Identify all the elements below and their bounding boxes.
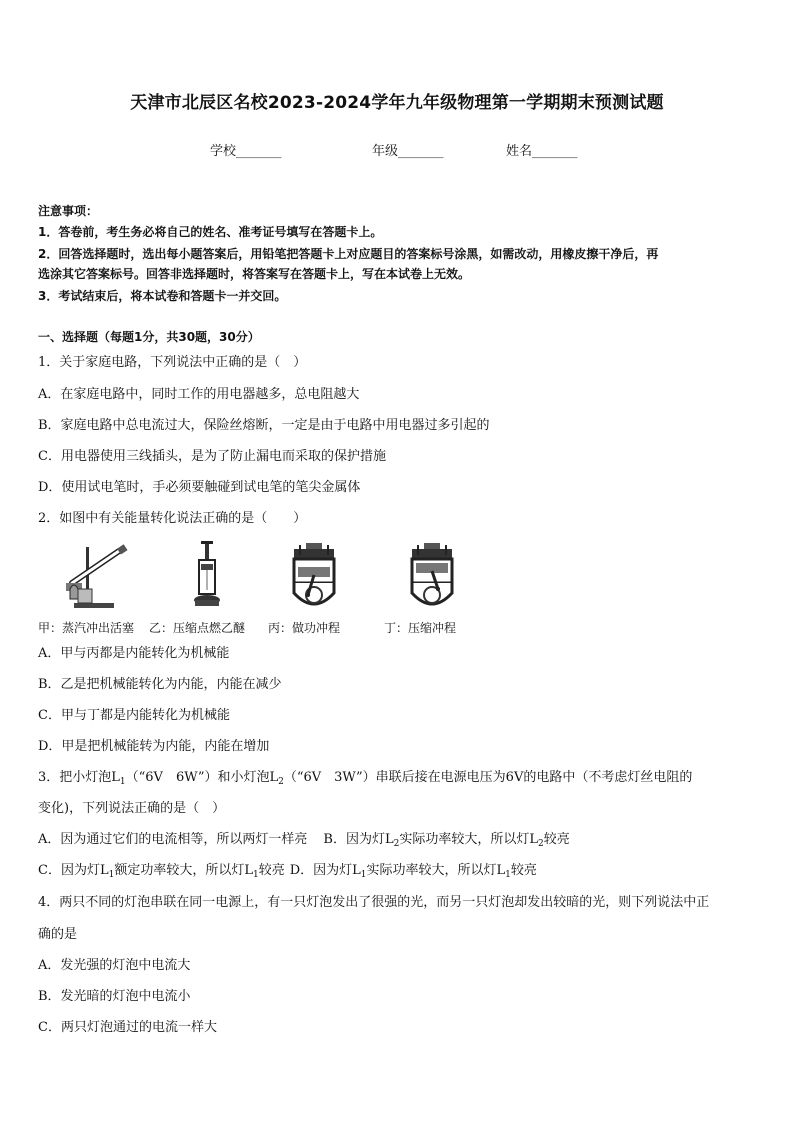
q2-option-d: D．甲是把机械能转为内能，内能在增加 xyxy=(38,739,270,754)
grade-field: 年级_______ xyxy=(372,144,444,159)
steam-cork-figure xyxy=(64,543,132,609)
exam-title: 天津市北辰区名校2023-2024学年九年级物理第一学期期末预测试题 xyxy=(130,93,664,113)
q1-option-d: D．使用试电笔时，手必须要触碰到试电笔的笔尖金属体 xyxy=(38,480,361,495)
figure-caption-ding: 丁：压缩冲程 xyxy=(384,621,457,635)
q1-option-a: A．在家庭电路中，同时工作的用电器越多，总电阻越大 xyxy=(38,387,360,402)
name-field: 姓名_______ xyxy=(506,144,578,159)
q3-option-b: B．因为灯$L_2$实际功率较大，所以灯$L_2$较亮 xyxy=(323,832,570,849)
notice-item-2-cont: 选涂其它答案标号。回答非选择题时，将答案写在答题卡上，写在本试卷上无效。 xyxy=(38,267,471,281)
q4-option-a: A．发光强的灯泡中电流大 xyxy=(38,958,191,973)
q4-stem: 4．两只不同的灯泡串联在同一电源上，有一只灯泡发出了很强的光，而另一只灯泡却发出较暗的光，则下列说法中正 xyxy=(38,895,710,910)
q4-stem-cont: 确的是 xyxy=(38,927,78,942)
q2-option-a: A．甲与丙都是内能转化为机械能 xyxy=(38,646,230,661)
notice-heading: 注意事项： xyxy=(38,204,99,218)
q3-options-ab xyxy=(38,832,758,849)
q1-option-c: C．用电器使用三线插头，是为了防止漏电而采取的保护措施 xyxy=(38,449,386,464)
figure-caption-bing: 丙：做功冲程 xyxy=(268,621,341,635)
q3-stem-cont: 变化)，下列说法正确的是（ ） xyxy=(38,801,226,816)
q3-option-a: A．因为通过它们的电流相等，所以两灯一样亮 xyxy=(38,832,308,847)
q2-option-b: B．乙是把机械能转化为内能，内能在减少 xyxy=(38,677,282,692)
notice-item-3: 3．考试结束后，将本试卷和答题卡一并交回。 xyxy=(38,289,287,303)
q3-stem: 3．把小灯泡$L_1(“6V$ 6W”）和小灯泡$L_2(“6V$ 3W”）串联后接在电源电压为6V的电路中（不考虑灯丝电阻的 xyxy=(38,770,693,787)
figure-caption-yi: 乙：压缩点燃乙醚 xyxy=(149,621,246,635)
power-stroke-figure xyxy=(286,541,342,611)
q4-option-b: B．发光暗的灯泡中电流小 xyxy=(38,989,191,1004)
q2-option-c: C．甲与丁都是内能转化为机械能 xyxy=(38,708,230,723)
q1-option-b: B．家庭电路中总电流过大，保险丝熔断，一定是由于电路中用电器过多引起的 xyxy=(38,418,490,433)
compression-stroke-figure xyxy=(404,541,460,611)
fire-syringe-figure xyxy=(190,540,224,610)
school-field: 学校_______ xyxy=(210,144,282,159)
figure-caption-jia: 甲：蒸汽冲出活塞 xyxy=(38,621,135,635)
q1-stem: 1．关于家庭电路，下列说法中正确的是（ ） xyxy=(38,355,307,370)
q3-option-c: C．因为灯$L_1$额定功率较大，所以灯$L_1$较亮 xyxy=(38,863,285,880)
q2-stem: 2．如图中有关能量转化说法正确的是（ ） xyxy=(38,511,307,526)
q4-option-c: C．两只灯泡通过的电流一样大 xyxy=(38,1020,217,1035)
notice-item-2: 2．回答选择题时，选出每小题答案后，用铅笔把答题卡上对应题目的答案标号涂黑，如需改动，用橡皮擦干净后，再 xyxy=(38,247,659,261)
q3-option-d: D．因为灯$L_1$实际功率较大，所以灯$L_1$较亮 xyxy=(289,863,537,880)
q3-options-cd xyxy=(38,863,758,880)
section-heading: 一、选择题（每题1分，共30题，30分） xyxy=(38,330,260,344)
notice-item-1: 1．答卷前，考生务必将自己的姓名、准考证号填写在答题卡上。 xyxy=(38,225,383,239)
